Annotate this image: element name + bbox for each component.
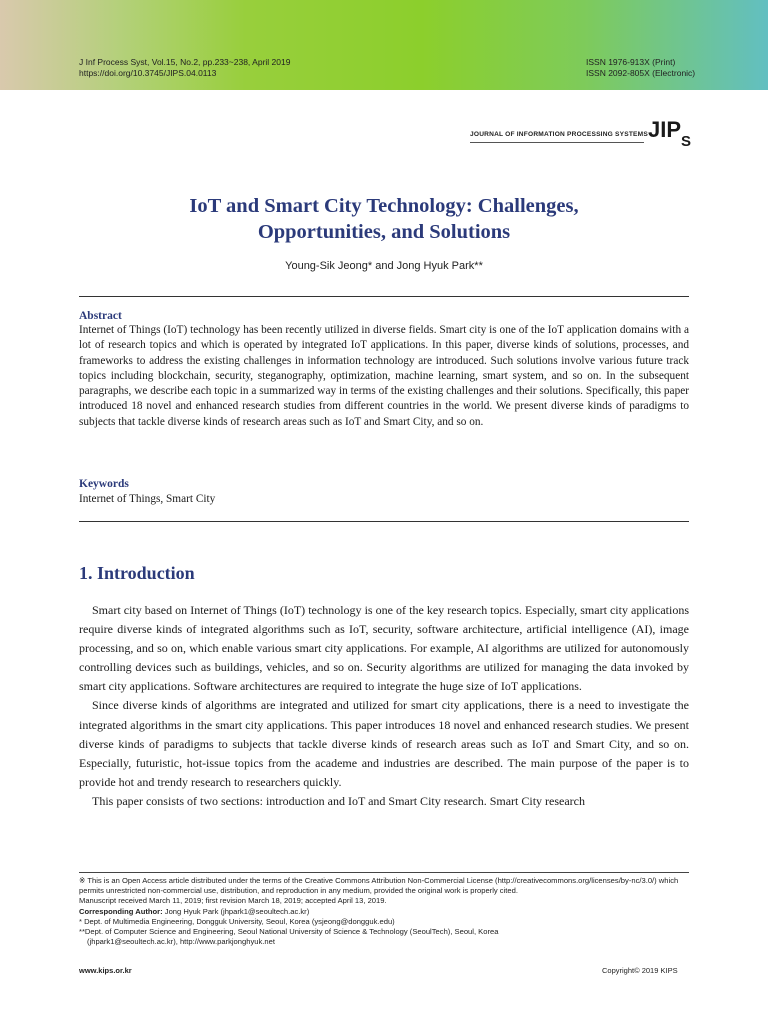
title-line-2: Opportunities, and Solutions xyxy=(257,221,511,243)
keywords-text: Internet of Things, Smart City xyxy=(79,493,216,505)
citation-line: J Inf Process Syst, Vol.15, No.2, pp.233~238, April 2019 xyxy=(79,57,291,67)
license-note-2: permits unrestricted non-commercial use, distribution, and reproduction in any medium, provided the original work is properly cited. xyxy=(79,886,518,896)
keywords-bottom-rule xyxy=(79,521,689,522)
logo-text-s: S xyxy=(681,133,692,149)
corresponding-author xyxy=(79,907,689,917)
affiliation-1: * Dept. of Multimedia Engineering, Dongguk University, Seoul, Korea (ysjeong@dongguk.edu) xyxy=(79,916,395,926)
footnote-rule xyxy=(79,872,689,873)
issn-electronic: ISSN 2092-805X (Electronic) xyxy=(586,68,696,78)
logo-text: JIP xyxy=(648,117,682,142)
issn-block xyxy=(586,57,695,79)
paper-title xyxy=(79,193,689,245)
abstract-heading: Abstract xyxy=(79,310,122,322)
abstract-top-rule xyxy=(79,296,689,297)
issn-print: ISSN 1976-913X (Print) xyxy=(586,57,676,67)
abstract-text: Internet of Things (IoT) technology has been recently utilized in diverse fields. Smart city is one of the IoT application domains with a lot of research topics and which is operated by integrated IoT applications. In this paper, diverse kinds of solutions, processes, and frameworks to address the existing challenges in information technology are introduced. Such solutions involve various future track topics including blockchain, security, steganography, optimization, machine learning, smart system, and so on. In the subsequent paragraphs, we describe each topic in a summarized way in terms of the existing challenges and their solutions. Specifically, this paper introduced 18 novel and enhanced research studies from different countries in the world. We present diverse kinds of paradigms to subjects that tackle diverse kinds of research areas such as IoT and Smart City, and so on. xyxy=(79,324,689,428)
manuscript-dates: Manuscript received March 11, 2019; first revision March 18, 2019; accepted April 13, 2019. xyxy=(79,896,387,906)
title-line-1: IoT and Smart City Technology: Challenges, xyxy=(189,195,579,217)
footnotes xyxy=(79,876,689,947)
copyright: Copyright© 2019 KIPS xyxy=(602,966,678,975)
affiliation-2-contact: (jhpark1@seoultech.ac.kr), http://www.parkjonghyuk.net xyxy=(87,937,275,947)
intro-paragraph-1: Smart city based on Internet of Things (IoT) technology is one of the key research topics. Especially, smart city applications require diverse kinds of integrated algorithms such as IoT, security, software architecture, artificial intelligence (AI), image processing, and so on, which enable various smart city applications. For example, AI algorithms are utilized for autonomously controlling devices such as buildings, vehicles, and so on. Security algorithms are utilized for managing the data invoked by smart city applications. Software architectures are required to integrate the huge size of IoT applications. xyxy=(79,603,689,694)
intro-paragraph-2: Since diverse kinds of algorithms are integrated and utilized for smart city applications, there is a need to investigate the integrated algorithms in the smart city applications. This paper introduces 18 novel and enhanced research studies. We present diverse kinds of paradigms to subjects that tackle diverse kinds of research areas such as IoT and Smart City, and so on. Especially, futuristic, hot-issue topics from the academe and industries are described. The main purpose of the paper is to provide hot and trendy research to researchers quickly. xyxy=(79,698,689,789)
journal-name: JOURNAL OF INFORMATION PROCESSING SYSTEMS xyxy=(470,131,648,138)
intro-paragraph-3: This paper consists of two sections: introduction and IoT and Smart City research. Smart City research xyxy=(92,793,586,808)
keywords-heading: Keywords xyxy=(79,478,129,490)
introduction-body xyxy=(79,601,689,811)
introduction-heading: 1. Introduction xyxy=(79,563,195,583)
doi-link[interactable]: https://doi.org/10.3745/JIPS.04.0113 xyxy=(79,68,217,78)
journal-rule xyxy=(470,142,644,143)
jips-logo xyxy=(648,117,698,149)
affiliation-2: **Dept. of Computer Science and Engineering, Seoul National University of Science & Technology (SeoulTech), Seoul, Korea xyxy=(79,927,499,937)
license-note-1: ※ This is an Open Access article distributed under the terms of the Creative Commons Attribution Non-Commercial License (http://creativecommons.org/licenses/by-nc/3.0/) which xyxy=(79,876,679,885)
authors: Young-Sik Jeong* and Jong Hyuk Park** xyxy=(285,260,483,272)
corresponding-value: Jong Hyuk Park (jhpark1@seoultech.ac.kr) xyxy=(162,906,310,916)
website-link[interactable]: www.kips.or.kr xyxy=(79,966,132,975)
corresponding-label: Corresponding Author: xyxy=(79,906,163,916)
citation-block xyxy=(79,57,290,79)
